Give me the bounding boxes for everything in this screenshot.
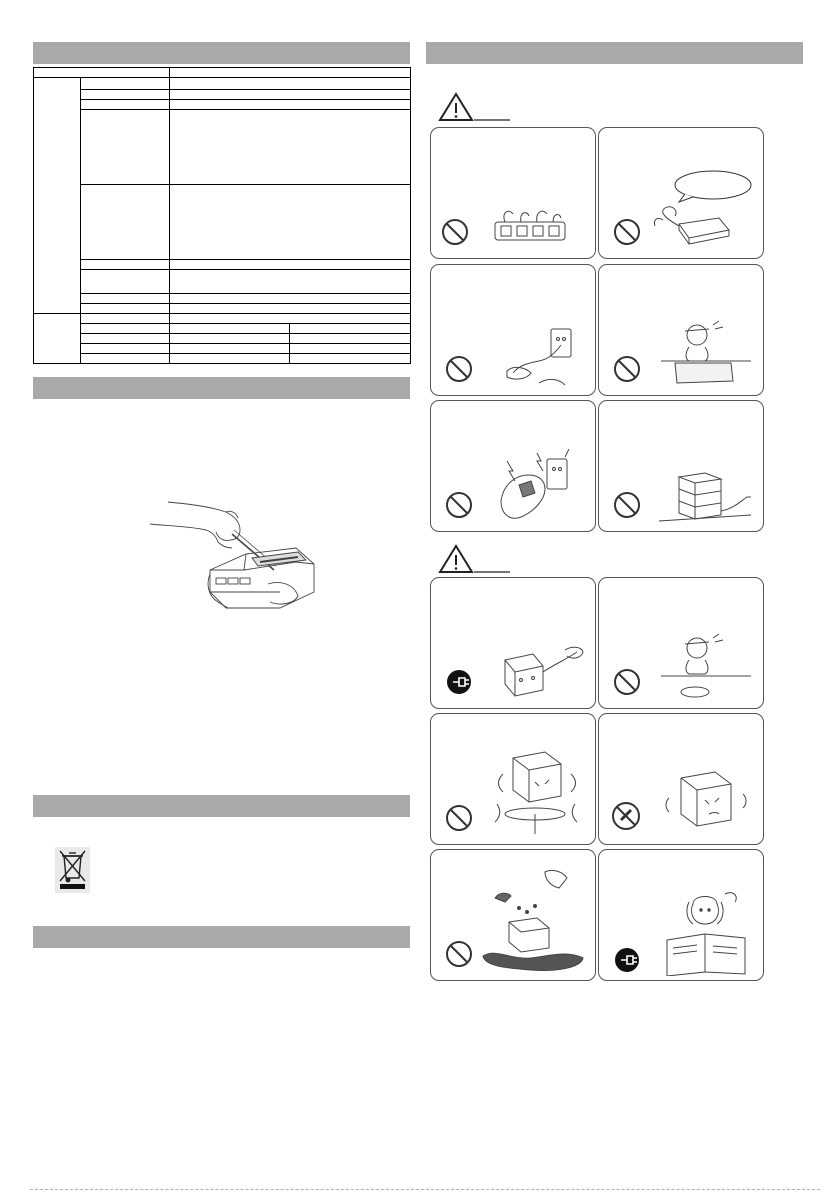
page-bottom-divider <box>30 1189 820 1190</box>
prohibited-circle-icon <box>613 218 641 246</box>
spilled-liquid-illustration <box>475 864 591 976</box>
caution-triangle-icon <box>438 544 510 576</box>
power-adapter-illustration <box>649 202 733 248</box>
vibrating-printer-illustration <box>483 744 589 840</box>
caution-panel-read-manual <box>598 849 764 981</box>
table-row <box>34 68 411 78</box>
warning-panel-electric-shock <box>430 400 596 532</box>
table-row <box>34 185 411 260</box>
table-row <box>34 90 411 100</box>
mandatory-action-icon <box>445 668 473 696</box>
warning-panel-adapter <box>598 127 764 259</box>
specifications-table <box>33 67 411 364</box>
stacked-devices-illustration <box>655 471 755 525</box>
distressed-person-illustration <box>655 315 755 389</box>
table-row <box>34 100 411 110</box>
warning-panel-heat <box>598 264 764 396</box>
mandatory-action-icon <box>613 946 641 974</box>
warning-panel-stacking <box>598 400 764 532</box>
warning-triangle-icon <box>438 92 510 124</box>
prohibited-circle-icon <box>613 491 641 519</box>
plug-pull-illustration <box>499 323 579 389</box>
electric-shock-illustration <box>491 441 581 525</box>
no-disassembly-icon <box>611 800 641 832</box>
print-head-cleaning-illustration <box>148 492 323 612</box>
prohibited-circle-icon <box>445 491 473 519</box>
warning-panel-multiple-plugs <box>430 127 596 259</box>
table-row <box>34 324 411 334</box>
caution-panel-dropped <box>598 577 764 709</box>
caution-panel-unplug <box>430 577 596 709</box>
table-row <box>34 314 411 324</box>
power-strip-overload-illustration <box>491 206 571 248</box>
section-header-weee <box>33 795 410 817</box>
table-row <box>34 334 411 344</box>
table-row <box>34 110 411 185</box>
section-header-contact <box>33 926 410 948</box>
caution-panel-unstable-surface <box>430 713 596 845</box>
prohibited-circle-icon <box>441 218 469 246</box>
table-row <box>34 270 411 294</box>
section-header-cleaning <box>33 377 410 399</box>
prohibited-circle-icon <box>613 355 641 383</box>
warning-panel-wet-hands-plug <box>430 264 596 396</box>
section-header-specifications <box>33 42 410 64</box>
distressed-person-illustration <box>655 628 755 704</box>
printer-character-illustration <box>659 768 755 838</box>
crossed-out-wheeled-bin-icon <box>55 847 90 893</box>
speech-bubble-illustration <box>667 168 753 204</box>
prohibited-circle-icon <box>445 355 473 383</box>
table-row <box>34 260 411 270</box>
person-reading-manual-illustration <box>659 890 755 976</box>
prohibited-circle-icon <box>445 940 473 968</box>
section-header-safety <box>426 42 803 64</box>
table-row <box>34 78 411 90</box>
caution-panel-disassembly <box>598 713 764 845</box>
prohibited-circle-icon <box>613 668 641 696</box>
prohibited-circle-icon <box>445 804 473 832</box>
caution-panel-liquids <box>430 849 596 981</box>
unplug-device-illustration <box>495 640 587 702</box>
table-row <box>34 304 411 314</box>
table-row <box>34 354 411 364</box>
table-row <box>34 294 411 304</box>
table-row <box>34 344 411 354</box>
